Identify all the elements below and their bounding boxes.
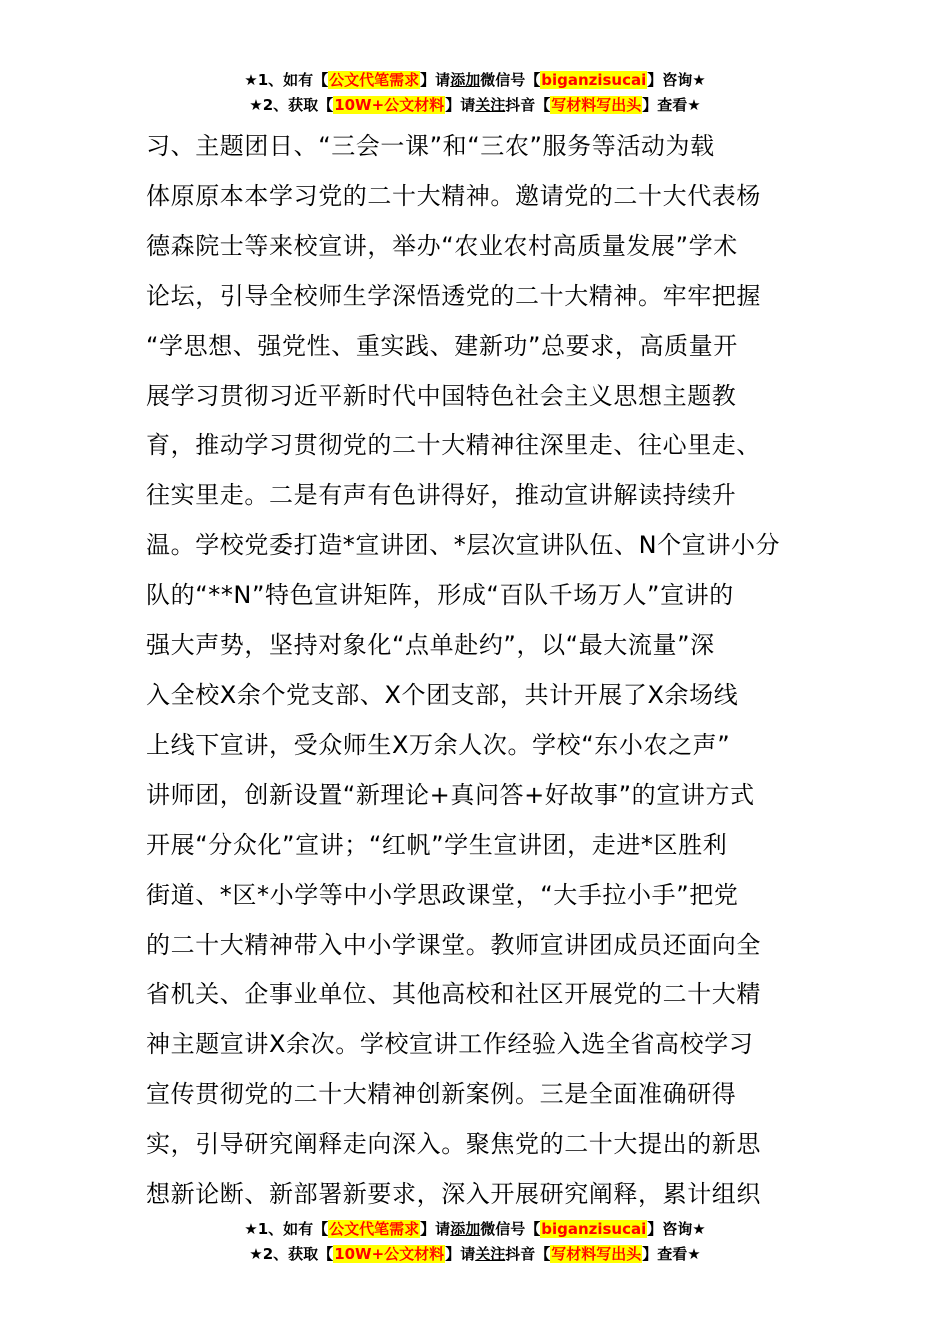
body-line: 的二十大精神带入中小学课堂。教师宣讲团成员还面向全: [146, 930, 761, 959]
banner-line-2: ★2、获取【10W+公文材料】请关注抖音【写材料写出头】查看★: [249, 96, 701, 114]
body-line: 讲师团，创新设置“新理论+真问答+好故事”的宣讲方式: [146, 780, 755, 809]
body-line: 开展“分众化”宣讲；“红帆”学生宣讲团，走进*区胜利: [146, 830, 728, 859]
body-line: 论坛，引导全校师生学深悟透党的二十大精神。牢牢把握: [146, 281, 761, 310]
body-line: 队的“**N”特色宣讲矩阵，形成“百队千场万人”宣讲的: [146, 581, 734, 610]
banner-line-2: ★2、获取【10W+公文材料】请关注抖音【写材料写出头】查看★: [249, 1245, 701, 1263]
banner-line-1: ★1、如有【公文代笔需求】请添加微信号【biganzisucai】咨询★: [244, 71, 706, 89]
body-line: 宣传贯彻党的二十大精神创新案例。三是全面准确研得: [146, 1080, 737, 1109]
body-line: 体原原本本学习党的二十大精神。邀请党的二十大代表杨: [146, 181, 761, 210]
banner-line-1: ★1、如有【公文代笔需求】请添加微信号【biganzisucai】咨询★: [244, 1220, 706, 1238]
highlight-service: 公文代笔需求: [329, 71, 420, 89]
body-line: 展学习贯彻习近平新时代中国特色社会主义思想主题教: [146, 381, 737, 410]
body-line: 街道、*区*小学等中小学思政课堂，“大手拉小手”把党: [146, 880, 739, 909]
body-line: 神主题宣讲X余次。学校宣讲工作经验入选全省高校学习: [146, 1030, 754, 1059]
top-banner: [0, 68, 950, 118]
highlight-materials: 10W+公文材料: [334, 96, 445, 114]
highlight-wechat-id: biganzisucai: [541, 71, 647, 89]
highlight-materials: 10W+公文材料: [334, 1245, 445, 1263]
body-line: 习、主题团日、“三会一课”和“三农”服务等活动为载: [146, 132, 715, 160]
body-line: 温。学校党委打造*宣讲团、*层次宣讲队伍、N个宣讲小分: [146, 531, 781, 560]
body-line: 想新论断、新部署新要求，深入开展研究阐释，累计组织: [146, 1180, 761, 1209]
highlight-service: 公文代笔需求: [329, 1220, 420, 1238]
body-line: 入全校X余个党支部、X个团支部，共计开展了X余场线: [146, 680, 739, 709]
body-line: 育，推动学习贯彻党的二十大精神往深里走、往心里走、: [146, 431, 761, 460]
highlight-douyin-account: 写材料写出头: [551, 1245, 642, 1263]
body-line: 德森院士等来校宣讲，举办“农业农村高质量发展”学术: [146, 231, 738, 260]
document-body: [146, 122, 808, 1220]
highlight-douyin-account: 写材料写出头: [551, 96, 642, 114]
body-line: 实，引导研究阐释走向深入。聚焦党的二十大提出的新思: [146, 1130, 761, 1159]
body-line: “学思想、强党性、重实践、建新功”总要求，高质量开: [146, 331, 738, 360]
body-line: 上线下宣讲，受众师生X万余人次。学校“东小农之声”: [146, 730, 731, 759]
bottom-banner: [0, 1217, 950, 1267]
body-line: 强大声势，坚持对象化“点单赴约”，以“最大流量”深: [146, 631, 715, 660]
body-line: 往实里走。二是有声有色讲得好，推动宣讲解读持续升: [146, 481, 737, 510]
body-line: 省机关、企事业单位、其他高校和社区开展党的二十大精: [146, 980, 761, 1009]
highlight-wechat-id: biganzisucai: [541, 1220, 647, 1238]
